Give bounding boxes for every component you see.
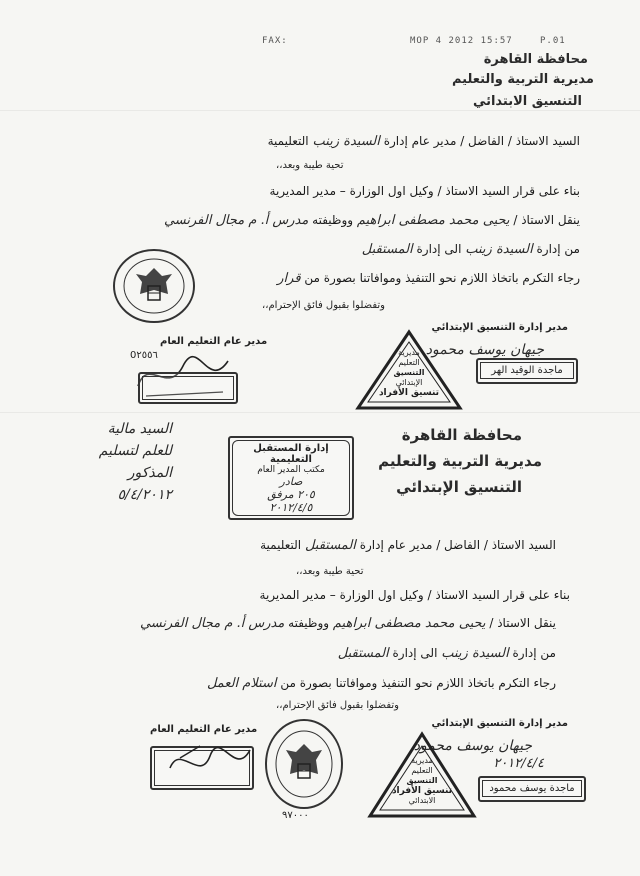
bottom-addressee-end: التعليمية: [260, 538, 302, 552]
bottom-dept-title: مدير إدارة التنسيق الإبتدائي: [431, 718, 568, 729]
bottom-from-label: من إدارة: [512, 646, 556, 660]
top-letterhead-directorate: مديرية التربية والتعليم: [451, 72, 594, 87]
bottom-governorate-seal: [262, 716, 346, 812]
bottom-dept-signature: جيهان يوسف محمود: [413, 738, 532, 754]
top-to-value: المستقبل: [361, 242, 413, 257]
margin-note-line: المذكور: [127, 465, 172, 481]
bottom-addressee-label: السيد الاستاذ / الفاضل / مدير عام إدارة: [359, 538, 556, 552]
bottom-tri-line: التنسيق: [406, 776, 438, 785]
top-transfer-line: [164, 213, 580, 228]
top-closing: وتفضلوا بقبول فائق الإحترام،،: [262, 300, 385, 311]
bottom-tri-line: تنسيق الأفراد: [391, 786, 453, 796]
bottom-letterhead-department: التنسيق الإبتدائي: [396, 478, 522, 496]
scan-streak: [0, 110, 640, 111]
bottom-triangle-text: [386, 756, 458, 806]
bottom-addressee-fill: المستقبل: [304, 538, 356, 553]
bottom-job-label: ووظيفته: [288, 616, 330, 630]
top-from-to-line: [362, 242, 580, 257]
bottom-request-line: [207, 676, 556, 691]
bottom-closing: وتفضلوا بقبول فائق الإحترام،،: [276, 700, 399, 711]
top-request-fill: قرار: [277, 271, 301, 286]
top-request-text: رجاء التكرم باتخاذ اللازم نحو التنفيذ وموافاتنا بصورة من: [304, 271, 580, 285]
received-stamp-subtitle: مكتب المدير العام: [257, 465, 325, 475]
bottom-dg-signature: [150, 738, 260, 798]
received-stamp-date: ٢٠١٢/٤/٥: [269, 501, 313, 514]
top-from-value: السيدة زينب: [465, 242, 533, 257]
top-transfer-name: يحيى محمد مصطفى ابراهيم: [356, 213, 510, 228]
top-addressee-label: السيد الاستاذ / الفاضل / مدير عام إدارة: [383, 134, 580, 148]
received-stamp-label: صادر: [279, 475, 303, 488]
fax-header-page: P.01: [540, 36, 566, 46]
bottom-tri-line: مديرية: [411, 756, 433, 765]
received-stamp-number: ٢٠٥ مرفق: [267, 488, 315, 501]
top-job-label: ووظيفته: [312, 213, 354, 227]
bottom-seal-number: ٩٧٠٠٠: [282, 810, 309, 821]
top-request-line: [277, 271, 580, 286]
top-addressee-fill: السيدة زينب: [312, 134, 380, 149]
top-dg-stamp: [138, 372, 238, 404]
bottom-dept-name-stamp: [478, 776, 586, 802]
bottom-request-fill: استلام العمل: [206, 676, 277, 691]
margin-handwritten-note: [62, 418, 172, 506]
top-greeting: تحية طيبة وبعد،،: [276, 160, 344, 171]
top-addressee-end: التعليمية: [267, 134, 309, 148]
bottom-from-to-line: [338, 646, 556, 661]
bottom-dept-date: ٢٠١٢/٤/٤: [493, 756, 544, 771]
received-stamp: [228, 436, 354, 520]
top-tri-line: مديرية: [398, 348, 420, 357]
top-job-value: مدرس أ. م مجال الفرنسي: [163, 213, 309, 228]
top-tri-line: تنسيق الأفراد: [378, 388, 440, 398]
bottom-transfer-line: [140, 616, 556, 631]
scan-streak: [0, 412, 640, 413]
top-addressee: [268, 134, 580, 149]
bottom-request-text: رجاء التكرم باتخاذ اللازم نحو التنفيذ وموافاتنا بصورة من: [280, 676, 556, 690]
bottom-addressee: [260, 538, 556, 553]
bottom-tri-line: التعليم: [411, 766, 433, 775]
top-tri-line: التنسيق: [393, 368, 425, 377]
bottom-to-value: المستقبل: [337, 646, 389, 661]
top-triangle-text: [374, 348, 444, 398]
bottom-transfer-label: ينقل الاستاذ /: [489, 616, 556, 630]
top-tri-line: الإبتدائي: [395, 378, 423, 387]
bottom-transfer-name: يحيى محمد مصطفى ابراهيم: [332, 616, 486, 631]
top-letterhead-department: التنسيق الابتدائي: [472, 94, 582, 109]
top-dept-signature: جيهان يوسف محمود: [425, 342, 544, 358]
top-dept-name-stamp: [476, 358, 578, 384]
top-dg-title: مدير عام التعليم العام: [160, 336, 268, 347]
bottom-tri-line: الابتدائي: [408, 796, 436, 805]
bottom-job-value: مدرس أ. م مجال الفرنسي: [139, 616, 285, 631]
margin-note-line: للعلم لتسليم: [98, 443, 172, 459]
svg-text:0٢٥٥٦: 0٢٥٥٦: [130, 350, 158, 361]
top-dept-stamp-name: ماجدة الوقيد الهر: [480, 362, 574, 379]
top-dept-title: مدير إدارة التنسيق الإبتدائي: [431, 322, 568, 333]
bottom-greeting: تحية طيبة وبعد،،: [296, 566, 364, 577]
top-body-intro: بناء على قرار السيد الاستاذ / وكيل اول الوزارة – مدير المديرية: [269, 184, 580, 198]
bottom-dg-title: مدير عام التعليم العام: [150, 724, 258, 735]
bottom-dept-stamp-name: ماجدة يوسف محمود: [482, 780, 582, 797]
bottom-to-label: الى إدارة: [392, 646, 438, 660]
top-from-label: من إدارة: [536, 242, 580, 256]
bottom-from-value: السيدة زينب: [441, 646, 509, 661]
fax-header-left: FAX:: [262, 36, 288, 46]
received-stamp-title: إدارة المستقبل التعليمية: [253, 443, 329, 465]
top-governorate-seal: [110, 246, 198, 326]
bottom-body-intro: بناء على قرار السيد الاستاذ / وكيل اول الوزارة – مدير المديرية: [259, 588, 570, 602]
bottom-letterhead-directorate: مديرية التربية والتعليم: [378, 452, 542, 470]
margin-note-line: ٥/٤/٢٠١٢: [117, 487, 172, 503]
top-transfer-label: ينقل الاستاذ /: [513, 213, 580, 227]
top-to-label: الى إدارة: [416, 242, 462, 256]
margin-note-line: السيد مالية: [107, 421, 172, 437]
top-letterhead-governorate: محافظة القاهرة: [483, 52, 588, 67]
fax-header-datetime: MOP 4 2012 15:57: [410, 36, 513, 46]
top-tri-line: التعليم: [398, 358, 420, 367]
bottom-letterhead-governorate: محافظة القاهرة: [401, 426, 522, 444]
